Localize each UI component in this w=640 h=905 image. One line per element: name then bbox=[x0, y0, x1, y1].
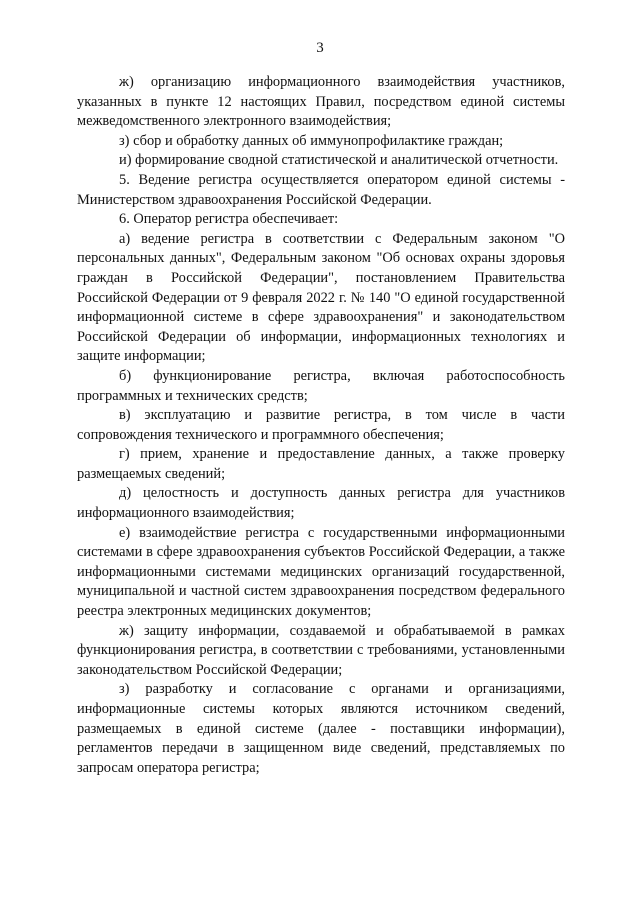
paragraph-item-g-data-handling: г) прием, хранение и предоставление данных, а также проверку размещаемых сведений; bbox=[77, 446, 565, 482]
paragraph-item-zh-protection: ж) защиту информации, создаваемой и обрабатываемой в рамках функционирования регистра, в соответствии с требованиями, установленными законодательством Российской Федерации; bbox=[77, 622, 565, 678]
paragraph-item-a-registry-maintenance: а) ведение регистра в соответствии с Федеральным законом "О персональных данных", Федеральным законом "Об основах охраны здоровья граждан в Российской Федерации", постановлением Правительства Российской Федерации от 9 февраля 2022 г. № 140 "О единой государственной информационной системе в сфере здравоохранения" и законодательством Российской Федерации об информации, информационных технологиях и защите информации; bbox=[77, 230, 565, 365]
paragraph-6-operator-duties: 6. Оператор регистра обеспечивает: bbox=[119, 211, 339, 228]
paragraph-item-b-functioning: б) функционирование регистра, включая работоспособность программных и технических средств; bbox=[77, 367, 565, 404]
paragraph-item-i-reporting: и) формирование сводной статистической и аналитической отчетности. bbox=[119, 152, 559, 169]
paragraph-item-zh-info-interaction: ж) организацию информационного взаимодействия участников, указанных в пункте 12 настоящих Правил, посредством единой системы межведомственного электронного взаимодействия; bbox=[77, 74, 565, 130]
paragraph-item-e-system-interaction: е) взаимодействие регистра с государственными информационными системами в сфере здравоохранения субъектов Российской Федерации, а также информационными системами медицинских организаций государственной, муниципальной и частной систем здравоохранения посредством федерального реестра электронных медицинских документов; bbox=[77, 524, 565, 620]
paragraph-item-z-data-collection: з) сбор и обработку данных об иммунопрофилактике граждан; bbox=[119, 132, 504, 149]
document-body bbox=[77, 73, 565, 778]
paragraph-item-z-regulations: з) разработку и согласование с органами и организациями, информационные системы которых являются источником сведений, размещаемых в единой системе (далее - поставщики информации), регламентов передачи в защищенном виде сведений, представляемых по запросам оператора регистра; bbox=[77, 681, 565, 776]
page-number: 3 bbox=[316, 40, 324, 56]
paragraph-item-d-integrity: д) целостность и доступность данных регистра для участников информационного взаимодействия; bbox=[77, 485, 565, 522]
paragraph-5-registry-operator: 5. Ведение регистра осуществляется оператором единой системы - Министерством здравоохранения Российской Федерации. bbox=[77, 171, 565, 208]
paragraph-item-v-operation: в) эксплуатацию и развитие регистра, в том числе в части сопровождения технического и программного обеспечения; bbox=[77, 407, 565, 443]
